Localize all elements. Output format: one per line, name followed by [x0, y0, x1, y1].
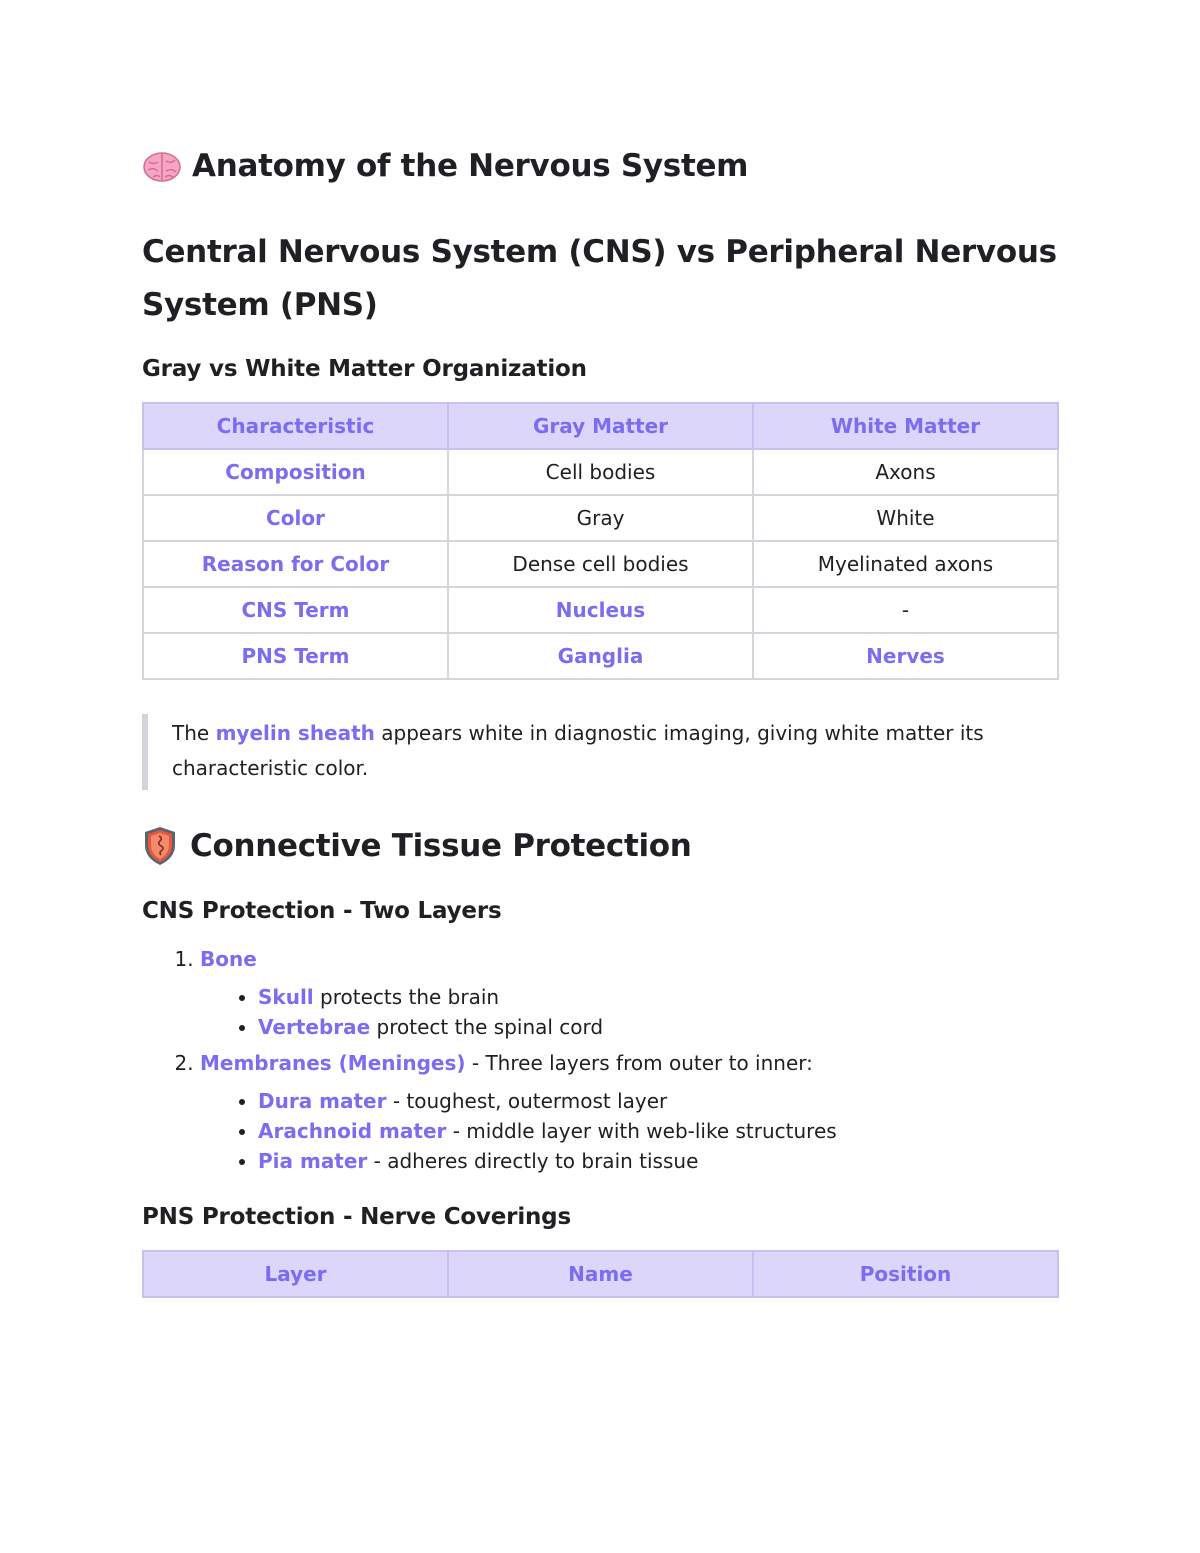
cns-protection-list: [142, 942, 1058, 1176]
list-item: [200, 1046, 1058, 1176]
row-label: Color: [143, 495, 448, 541]
table-header-cell: Name: [448, 1251, 753, 1297]
gray-matter-cell: Cell bodies: [448, 449, 753, 495]
list-item-term: Vertebrae: [258, 1015, 371, 1039]
white-matter-cell: White: [753, 495, 1058, 541]
shield-icon: [142, 825, 178, 867]
bone-sublist: [200, 982, 1058, 1042]
list-item: [200, 942, 1058, 1042]
list-item: [258, 1146, 1058, 1176]
list-item-term: Arachnoid mater: [258, 1119, 447, 1143]
table-header-row: [143, 1251, 1058, 1297]
list-item-text: protects the brain: [313, 985, 500, 1009]
table-header-row: [143, 403, 1058, 449]
list-item-term: Dura mater: [258, 1089, 387, 1113]
quote-prefix: The: [172, 721, 216, 745]
table-row: [143, 587, 1058, 633]
connective-heading: Connective Tissue Protection: [190, 828, 692, 864]
gray-matter-cell: Ganglia: [448, 633, 753, 679]
document-page: [142, 140, 1058, 1298]
brain-icon: [142, 146, 182, 186]
white-matter-cell: Axons: [753, 449, 1058, 495]
white-matter-cell: Nerves: [753, 633, 1058, 679]
table-row: [143, 495, 1058, 541]
table-header-cell: Characteristic: [143, 403, 448, 449]
list-item-term: Pia mater: [258, 1149, 368, 1173]
list-item-term: Skull: [258, 985, 314, 1009]
pns-protection-heading: PNS Protection - Nerve Coverings: [142, 1204, 571, 1230]
list-item-title: Bone: [200, 947, 257, 971]
table-header-cell: White Matter: [753, 403, 1058, 449]
row-label: Composition: [143, 449, 448, 495]
table-row: [143, 449, 1058, 495]
title-row: [142, 140, 1058, 192]
myelin-sheath-term: myelin sheath: [215, 721, 375, 745]
table-row: [143, 541, 1058, 587]
myelin-callout: [142, 714, 992, 790]
list-item-text: protect the spinal cord: [370, 1015, 604, 1039]
list-item-text: - middle layer with web-like structures: [446, 1119, 837, 1143]
connective-section-row: [142, 820, 1058, 872]
list-item: [258, 982, 1058, 1012]
gray-matter-cell: Gray: [448, 495, 753, 541]
gray-white-subheading: Gray vs White Matter Organization: [142, 356, 587, 382]
table-row: [143, 633, 1058, 679]
row-label: Reason for Color: [143, 541, 448, 587]
gray-white-table: [142, 402, 1059, 680]
list-item: [258, 1086, 1058, 1116]
white-matter-cell: -: [753, 587, 1058, 633]
table-header-cell: Layer: [143, 1251, 448, 1297]
table-header-cell: Gray Matter: [448, 403, 753, 449]
list-item-text: - adheres directly to brain tissue: [367, 1149, 699, 1173]
meninges-sublist: [200, 1086, 1058, 1176]
list-item: [258, 1116, 1058, 1146]
nerve-coverings-table: [142, 1250, 1059, 1298]
list-item: [258, 1012, 1058, 1042]
white-matter-cell: Myelinated axons: [753, 541, 1058, 587]
list-item-suffix: - Three layers from outer to inner:: [465, 1051, 813, 1075]
page-title: Anatomy of the Nervous System: [192, 148, 749, 184]
row-label: CNS Term: [143, 587, 448, 633]
gray-matter-cell: Dense cell bodies: [448, 541, 753, 587]
list-item-title: Membranes (Meninges): [200, 1051, 466, 1075]
list-item-text: - toughest, outermost layer: [386, 1089, 668, 1113]
cns-vs-pns-heading: Central Nervous System (CNS) vs Peripheral Nervous System (PNS): [142, 234, 1057, 323]
quote-suffix: appears white in diagnostic imaging, giving white matter its characteristic color.: [172, 721, 984, 780]
row-label: PNS Term: [143, 633, 448, 679]
cns-protection-heading: CNS Protection - Two Layers: [142, 898, 502, 924]
gray-matter-cell: Nucleus: [448, 587, 753, 633]
table-header-cell: Position: [753, 1251, 1058, 1297]
